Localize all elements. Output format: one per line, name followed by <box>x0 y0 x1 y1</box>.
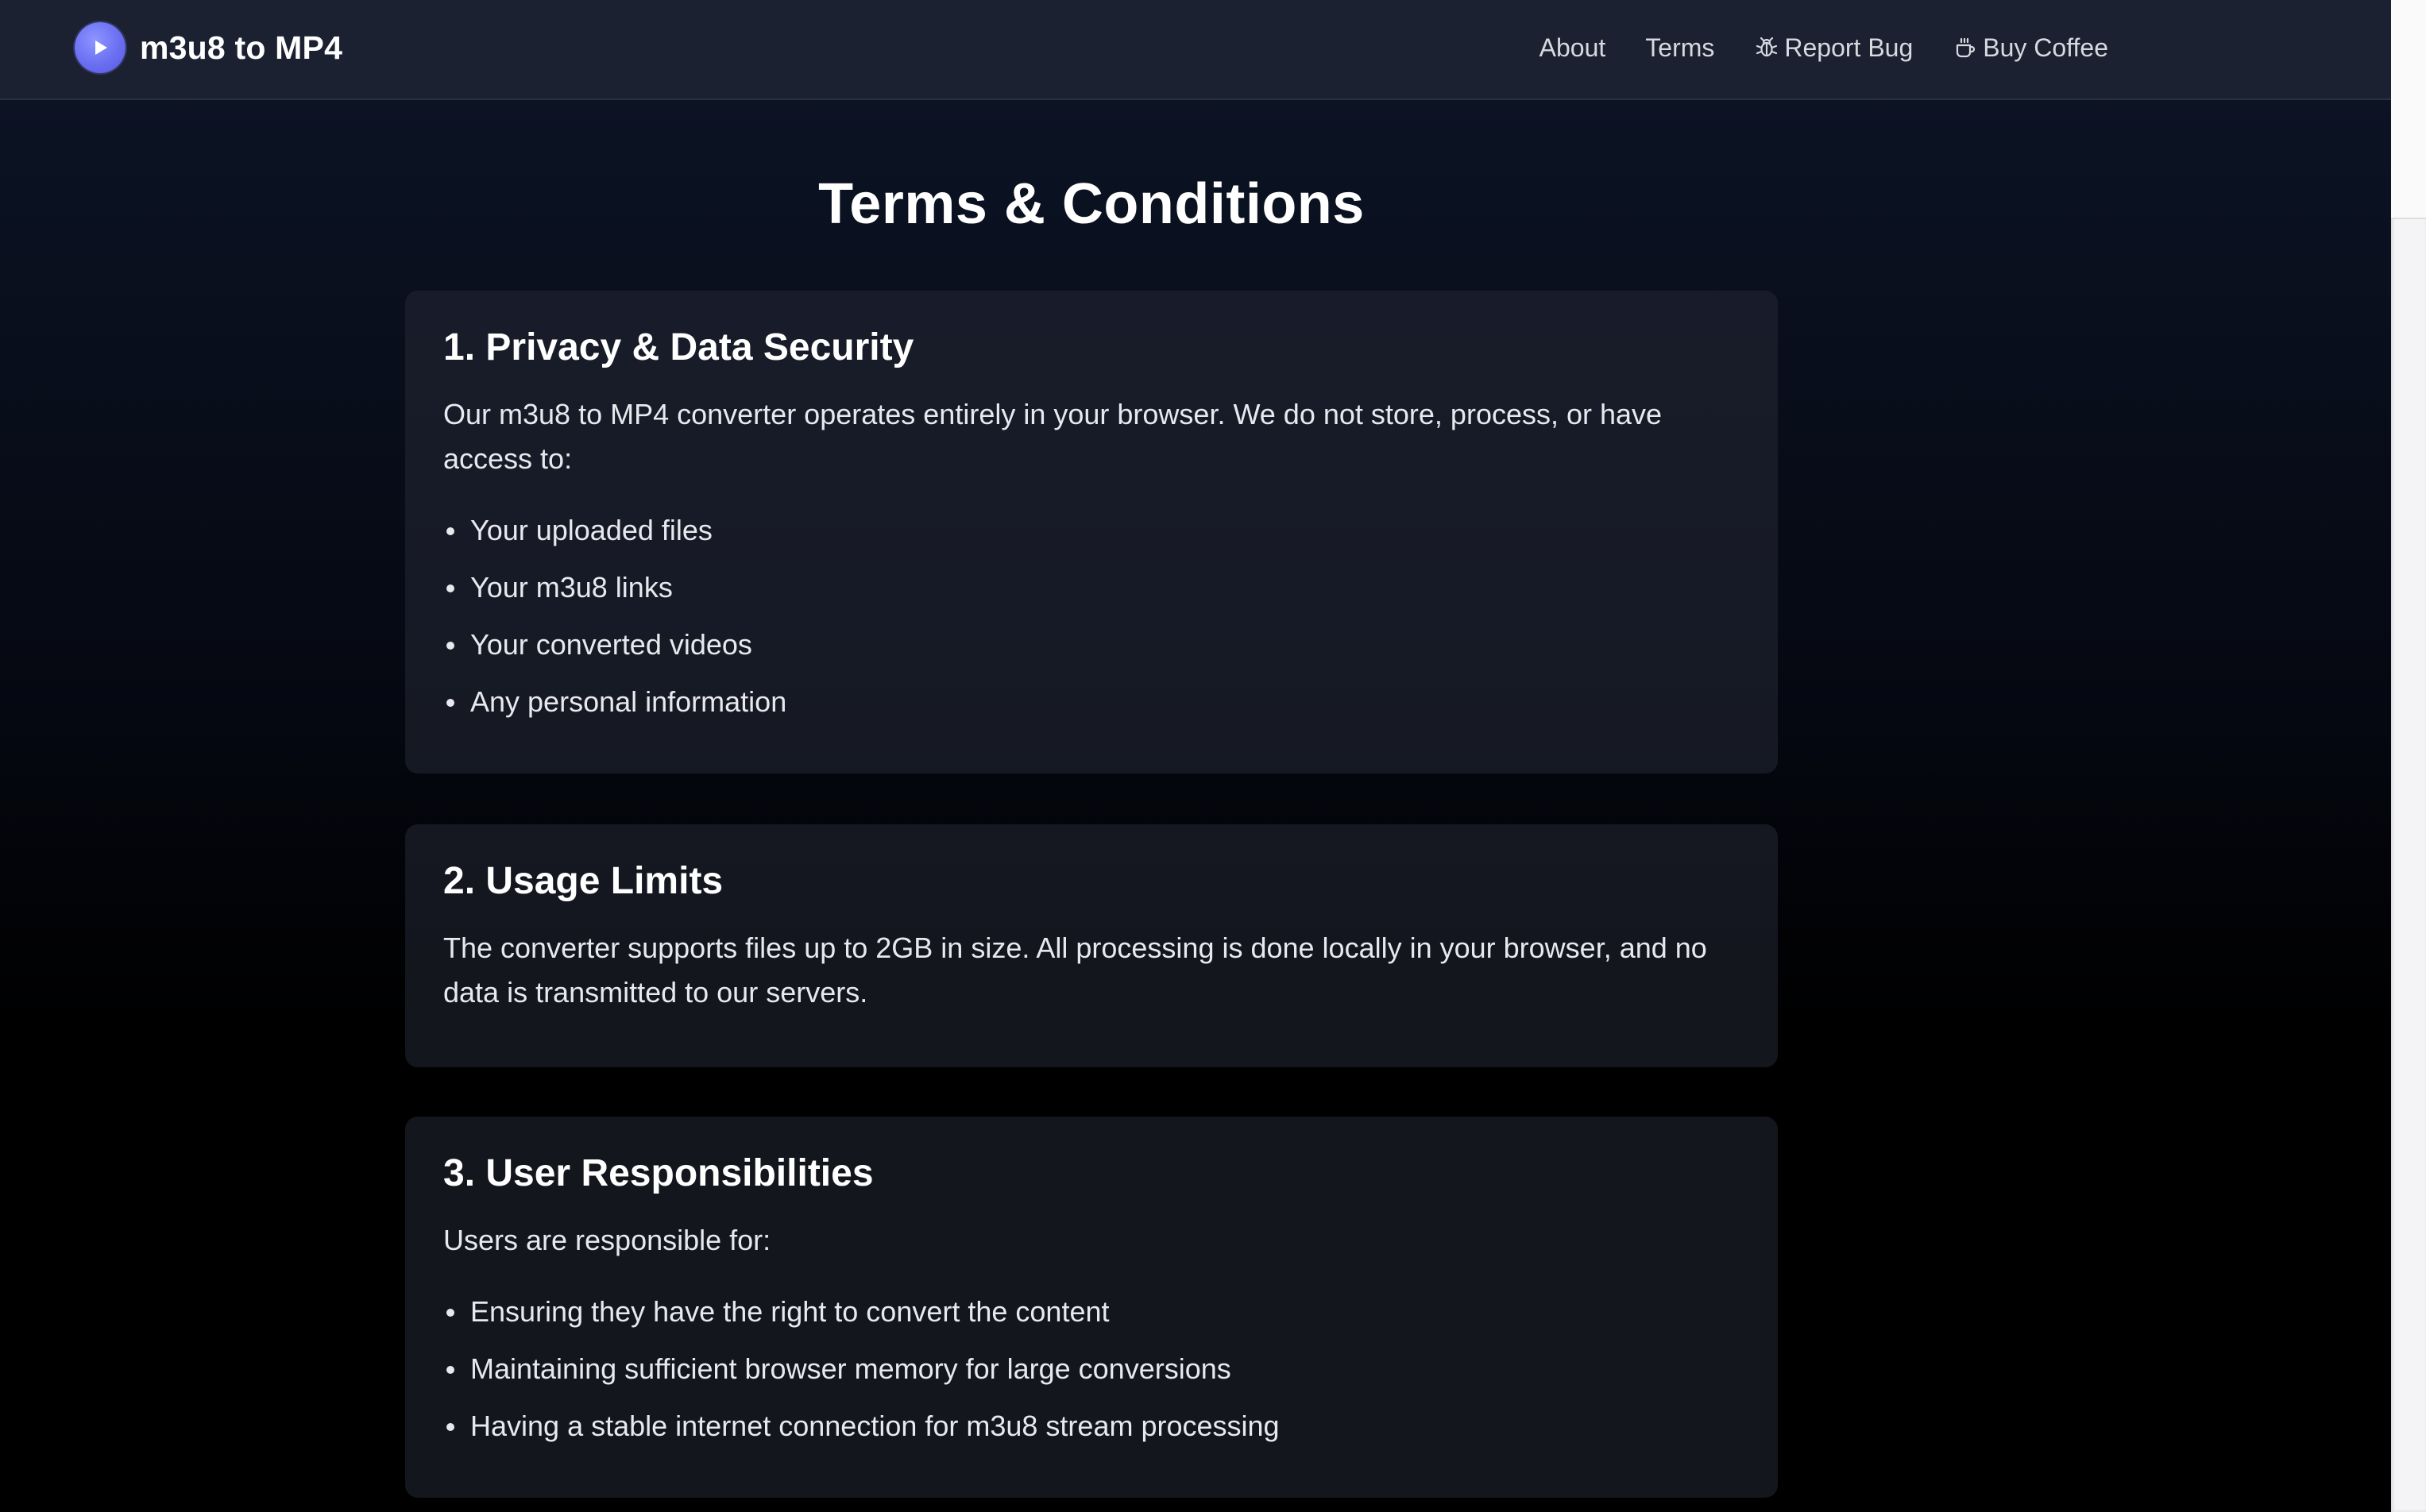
nav-link-terms[interactable] <box>1645 33 1714 63</box>
nav-terms-label: Terms <box>1645 33 1715 62</box>
list-item: Maintaining sufficient browser memory for large conversions <box>470 1340 1740 1398</box>
list-item: Your uploaded files <box>470 502 1740 559</box>
brand-name: m3u8 to MP4 <box>140 29 343 66</box>
list-item: Your converted videos <box>470 616 1740 673</box>
list-item: Any personal information <box>470 673 1740 731</box>
privacy-list <box>443 502 1740 731</box>
window-edge-panel-top <box>2391 0 2426 219</box>
list-item: Ensuring they have the right to convert the content <box>470 1283 1740 1340</box>
nav-report-bug-label: Report Bug <box>1784 33 1914 62</box>
nav-link-buy-coffee[interactable] <box>1953 33 2108 63</box>
section-text: Our m3u8 to MP4 converter operates entirely in your browser. We do not store, process, or have access to: <box>443 398 1663 475</box>
brand[interactable] <box>75 22 342 73</box>
nav-about-label: About <box>1539 33 1606 62</box>
window-edge-panel <box>2391 0 2426 1512</box>
section-privacy <box>405 291 1778 773</box>
play-logo-icon <box>75 22 126 73</box>
nav-link-report-bug[interactable] <box>1754 33 1913 63</box>
nav-buy-coffee-label: Buy Coffee <box>1983 33 2108 62</box>
section-text: Users are responsible for: <box>443 1224 771 1256</box>
section-heading: 1. Privacy & Data Security <box>443 326 914 368</box>
coffee-icon <box>1953 35 1978 60</box>
section-heading: 3. User Responsibilities <box>443 1152 874 1194</box>
list-item: Your m3u8 links <box>470 559 1740 616</box>
responsibilities-list <box>443 1283 1740 1455</box>
section-heading: 2. Usage Limits <box>443 860 724 902</box>
section-user-responsibilities <box>405 1117 1778 1498</box>
bug-icon <box>1754 35 1779 60</box>
main-nav <box>1500 24 2108 71</box>
nav-link-about[interactable] <box>1539 33 1606 63</box>
top-navbar <box>0 0 2391 100</box>
section-usage-limits <box>405 824 1778 1067</box>
list-item: Having a stable internet connection for m3u8 stream processing <box>470 1398 1740 1455</box>
section-text: The converter supports files up to 2GB in size. All processing is done locally in your browser, and no data is transmitted to our servers. <box>443 932 1707 1009</box>
page-title: Terms & Conditions <box>818 172 1365 236</box>
